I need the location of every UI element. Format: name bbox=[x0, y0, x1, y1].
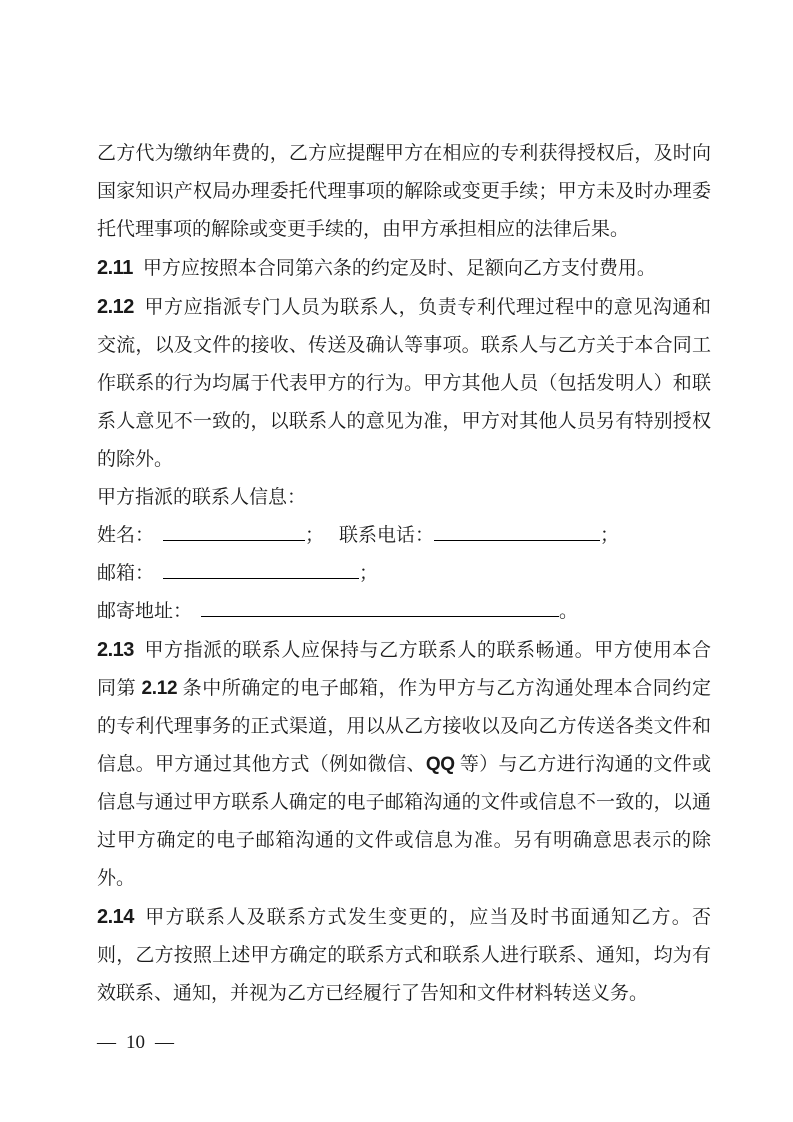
clause-2-13-text-1: 甲方指派的联系人应保持与乙方联系人的联系畅通。甲方使用本合同第 bbox=[97, 640, 711, 699]
phone-separator: ； bbox=[600, 525, 620, 546]
clause-2-14-text: 甲方联系人及联系方式发生变更的，应当及时书面通知乙方。否则，乙方按照上述甲方确定的联系方式和联系人进行联系、通知，均为有效联系、通知，并视为乙方已经履行了告知和文件材料转送义务。 bbox=[97, 907, 711, 1004]
phone-label: 联系电话： bbox=[339, 525, 435, 546]
clause-2-11 bbox=[97, 249, 711, 288]
clause-2-12 bbox=[97, 288, 711, 479]
clause-2-12-text: 甲方应指派专门人员为联系人，负责专利代理过程中的意见沟通和交流，以及文件的接收、传送及确认等事项。联系人与乙方关于本合同工作联系的行为均属于代表甲方的行为。甲方其他人员（包括发明人）和联系人意见不一致的，以联系人的意见为准，甲方对其他人员另有特别授权的除外。 bbox=[97, 297, 711, 470]
clause-2-13-text-2: 条中所确定的电子邮箱，作为甲方与乙方沟通处理本合同约定的专利代理事务的正式渠道，用以从乙方接收以及向乙方传送各类文件和信息。甲方通过其他方式（例如微信、 bbox=[97, 678, 711, 775]
email-blank-field bbox=[163, 559, 359, 579]
footer-dash-right: — bbox=[155, 1032, 174, 1053]
name-separator: ； bbox=[305, 525, 325, 546]
content-area bbox=[97, 135, 711, 1013]
name-label: 姓名： bbox=[97, 525, 155, 546]
address-end-mark: 。 bbox=[559, 601, 579, 622]
clause-2-11-number: 2.11 bbox=[97, 257, 133, 279]
clause-2-13-text-3: 等）与乙方进行沟通的文件或信息与通过甲方联系人确定的电子邮箱沟通的文件或信息不一致的，以通过甲方确定的电子邮箱沟通的文件或信息为准。另有明确意思表示的除外。 bbox=[97, 754, 711, 889]
clause-2-13 bbox=[97, 631, 711, 898]
address-blank-field bbox=[201, 597, 559, 617]
phone-blank-field bbox=[434, 521, 600, 541]
contact-address-line bbox=[97, 593, 711, 631]
name-blank-field bbox=[163, 521, 305, 541]
footer-dash-left: — bbox=[97, 1032, 116, 1053]
contact-name-phone-line bbox=[97, 517, 711, 555]
email-label: 邮箱： bbox=[97, 563, 155, 584]
contact-info-heading: 甲方指派的联系人信息： bbox=[97, 487, 307, 508]
clause-2-13-number: 2.13 bbox=[97, 639, 134, 661]
page-footer bbox=[97, 1030, 174, 1056]
email-separator: ； bbox=[359, 563, 379, 584]
paragraph-continuation: 乙方代为缴纳年费的，乙方应提醒甲方在相应的专利获得授权后，及时向国家知识产权局办理委托代理事项的解除或变更手续；甲方未及时办理委托代理事项的解除或变更手续的，由甲方承担相应的法律后果。 bbox=[97, 143, 711, 240]
contact-email-line bbox=[97, 555, 711, 593]
clause-2-12-number: 2.12 bbox=[97, 296, 134, 318]
clause-2-14-number: 2.14 bbox=[97, 906, 134, 928]
clause-2-14 bbox=[97, 898, 711, 1013]
qq-reference: QQ bbox=[425, 754, 455, 775]
page-number: 10 bbox=[126, 1032, 145, 1053]
clause-2-11-text: 甲方应按照本合同第六条的约定及时、足额向乙方支付费用。 bbox=[142, 258, 656, 279]
clause-2-12-reference: 2.12 bbox=[141, 678, 178, 699]
address-label: 邮寄地址： bbox=[97, 601, 193, 622]
